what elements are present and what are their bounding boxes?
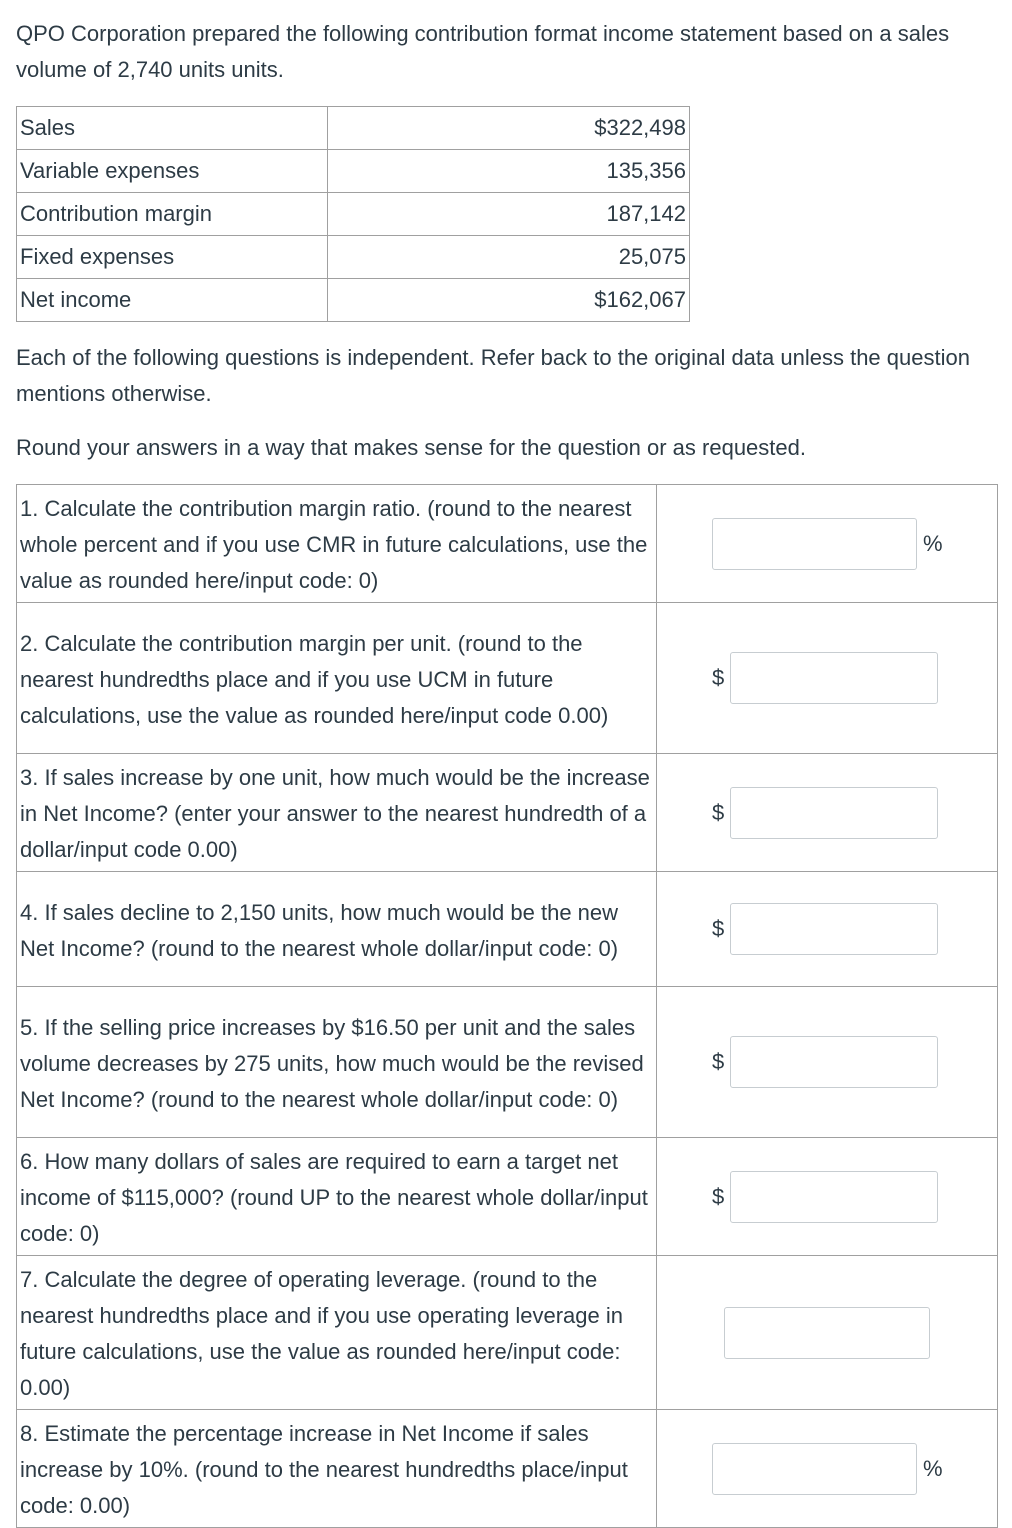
row-value: $162,067 xyxy=(328,279,690,322)
question-text: 7. Calculate the degree of operating leverage. (round to the nearest hundredths place and if you use operating leverage in future calculations, use the value as rounded here/input code: 0.00) xyxy=(17,1256,657,1410)
dollar-unit: $ xyxy=(712,665,725,690)
row-value: 25,075 xyxy=(328,236,690,279)
independence-note: Each of the following questions is independent. Refer back to the original data unless the question mentions otherwise. xyxy=(16,345,970,406)
answer-input-8[interactable] xyxy=(712,1443,917,1495)
question-row xyxy=(17,1138,998,1256)
row-value: $322,498 xyxy=(328,107,690,150)
answer-input-1[interactable] xyxy=(712,518,917,570)
question-text: 3. If sales increase by one unit, how much would be the increase in Net Income? (enter your answer to the nearest hundredth of a dollar/input code 0.00) xyxy=(17,754,657,872)
row-label: Variable expenses xyxy=(17,150,328,193)
answer-cell xyxy=(657,1256,998,1410)
table-row xyxy=(17,236,690,279)
dollar-unit: $ xyxy=(712,799,725,825)
answer-input-4[interactable] xyxy=(730,903,938,955)
questions-table xyxy=(16,484,998,1528)
answer-input-3[interactable] xyxy=(730,787,938,839)
question-row xyxy=(17,1410,998,1528)
table-row xyxy=(17,279,690,322)
answer-cell xyxy=(657,485,998,603)
intro-text: QPO Corporation prepared the following contribution format income statement based on a sales volume of 2,740 units units. xyxy=(16,21,950,82)
answer-cell xyxy=(657,872,998,987)
question-row xyxy=(17,754,998,872)
dollar-unit: $ xyxy=(712,1049,725,1074)
answer-cell xyxy=(657,1410,998,1528)
question-text: 5. If the selling price increases by $16.50 per unit and the sales volume decreases by 275 units, how much would be the revised Net Income? (round to the nearest whole dollar/input code: 0) xyxy=(17,987,657,1138)
answer-input-5[interactable] xyxy=(730,1036,938,1088)
question-text: 8. Estimate the percentage increase in Net Income if sales increase by 10%. (round to the nearest hundredths place/input code: 0.00) xyxy=(17,1410,657,1528)
answer-cell xyxy=(657,754,998,872)
question-row xyxy=(17,872,998,987)
row-label: Contribution margin xyxy=(17,193,328,236)
rounding-note: Round your answers in a way that makes sense for the question or as requested. xyxy=(16,435,806,460)
question-text: 6. How many dollars of sales are required to earn a target net income of $115,000? (round UP to the nearest whole dollar/input code: 0) xyxy=(17,1138,657,1256)
row-label: Sales xyxy=(17,107,328,150)
question-text: 4. If sales decline to 2,150 units, how much would be the new Net Income? (round to the nearest whole dollar/input code: 0) xyxy=(17,872,657,987)
answer-cell xyxy=(657,603,998,754)
answer-input-2[interactable] xyxy=(730,652,938,704)
answer-input-6[interactable] xyxy=(730,1171,938,1223)
question-row xyxy=(17,485,998,603)
answer-cell xyxy=(657,1138,998,1256)
table-row xyxy=(17,193,690,236)
question-row xyxy=(17,1256,998,1410)
row-value: 187,142 xyxy=(328,193,690,236)
percent-unit: % xyxy=(923,530,943,556)
question-text: 1. Calculate the contribution margin ratio. (round to the nearest whole percent and if you use CMR in future calculations, use the value as rounded here/input code: 0) xyxy=(17,485,657,603)
answer-cell xyxy=(657,987,998,1138)
income-statement-table xyxy=(16,106,690,322)
row-label: Net income xyxy=(17,279,328,322)
percent-unit: % xyxy=(923,1455,943,1481)
table-row xyxy=(17,150,690,193)
row-label: Fixed expenses xyxy=(17,236,328,279)
dollar-unit: $ xyxy=(712,916,725,941)
question-row xyxy=(17,603,998,754)
question-row xyxy=(17,987,998,1138)
table-row xyxy=(17,107,690,150)
answer-input-7[interactable] xyxy=(724,1307,930,1359)
dollar-unit: $ xyxy=(712,1183,725,1209)
question-text: 2. Calculate the contribution margin per unit. (round to the nearest hundredths place and if you use UCM in future calculations, use the value as rounded here/input code 0.00) xyxy=(17,603,657,754)
row-value: 135,356 xyxy=(328,150,690,193)
